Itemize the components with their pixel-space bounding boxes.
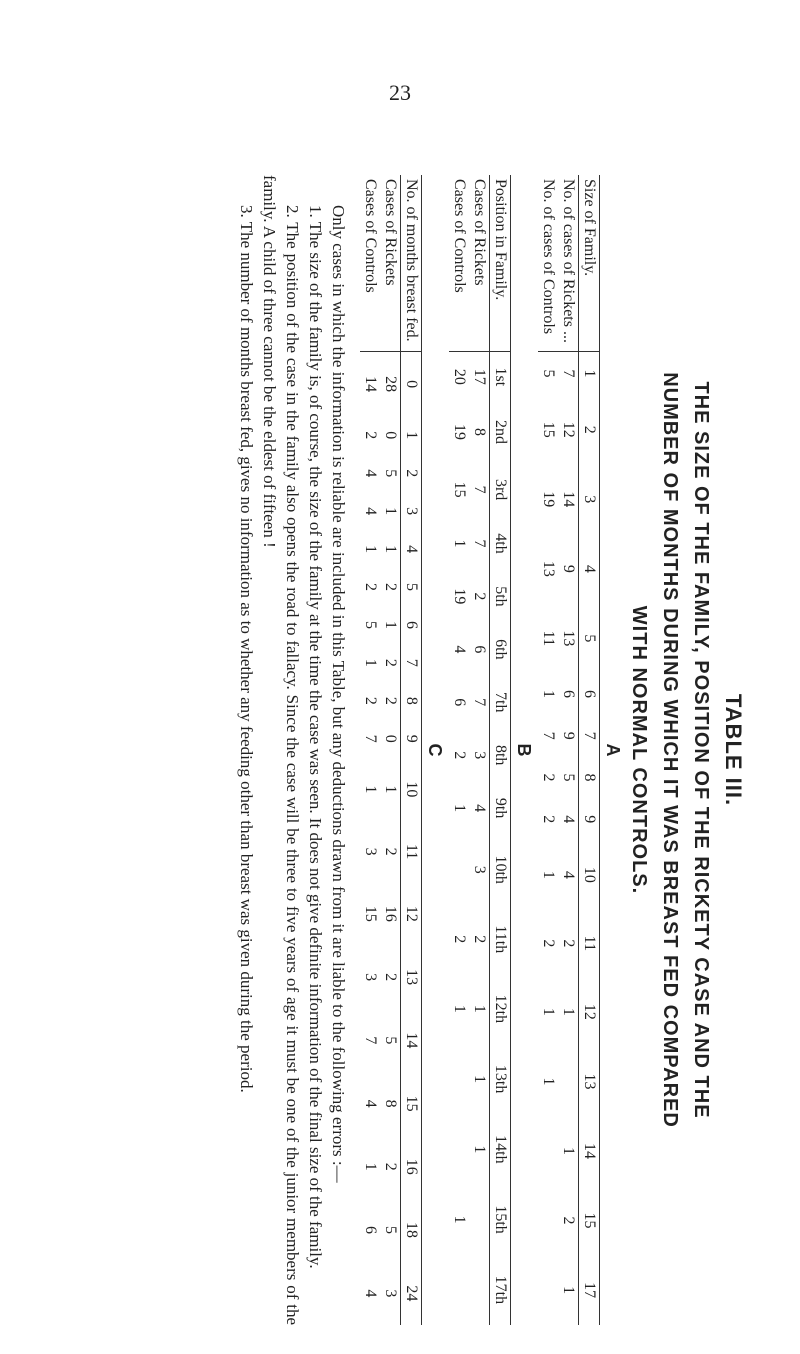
table-cell: 9 xyxy=(560,564,577,573)
column-header: 14th xyxy=(490,1114,511,1184)
table-cell: 14 xyxy=(560,491,577,508)
table-cell xyxy=(449,1114,469,1184)
table-cell: 6 xyxy=(471,645,488,654)
column-header: 2 xyxy=(401,454,422,492)
table-cell: 17 xyxy=(471,368,488,385)
column-header: 2nd xyxy=(490,402,511,463)
row-label: No. of cases of Rickets ... xyxy=(558,175,579,352)
column-header: 7 xyxy=(401,644,422,682)
table-cell: 1 xyxy=(540,1077,557,1086)
table-subtitle-2: NUMBER OF MONTHS DURING WHICH IT WAS BREAST FED COMPARED xyxy=(659,372,681,1128)
column-header: 14 xyxy=(401,1009,422,1072)
column-header: 15 xyxy=(401,1072,422,1135)
table-cell: 2 xyxy=(362,696,379,705)
table-subtitle-1: THE SIZE OF THE FAMILY, POSITION OF THE RICKETY CASE AND THE xyxy=(690,381,712,1119)
table-cell: 2 xyxy=(540,815,557,824)
table-cell: 1 xyxy=(382,620,399,629)
table-cell: 1 xyxy=(451,1004,468,1013)
column-header: 4 xyxy=(579,534,600,604)
column-header: 0 xyxy=(401,352,422,417)
table-cell: 5 xyxy=(540,369,557,378)
column-header: 13 xyxy=(579,1047,600,1117)
table-cell xyxy=(449,1255,469,1325)
table-cell: 4 xyxy=(560,815,577,824)
table-cell: 1 xyxy=(560,1007,577,1016)
table-cell xyxy=(469,1184,490,1254)
table-cell: 2 xyxy=(540,773,557,782)
column-header: 11 xyxy=(401,821,422,882)
column-header: 6 xyxy=(579,673,600,715)
table-cell: 1 xyxy=(362,658,379,667)
rotated-table-page xyxy=(110,175,750,1325)
column-header: 1 xyxy=(401,416,422,454)
column-header: 8 xyxy=(401,682,422,720)
table-cell: 5 xyxy=(362,620,379,629)
row-label: Cases of Controls xyxy=(449,175,469,352)
column-header: 10th xyxy=(490,835,511,905)
table-cell: 16 xyxy=(382,905,399,922)
table-cell: 3 xyxy=(471,751,488,760)
table-title: TABLE III. xyxy=(721,693,746,807)
table-cell: 6 xyxy=(560,690,577,699)
table-cell: 2 xyxy=(382,1162,399,1171)
table-cell: 7 xyxy=(362,734,379,743)
column-header: 12 xyxy=(579,977,600,1047)
table-row xyxy=(360,175,380,1325)
note-3: 3. The number of months breast fed, gives no information as to whether any feeding other than breast was given during the period. xyxy=(237,205,256,1093)
table-row xyxy=(558,175,579,1325)
table-cell: 1 xyxy=(540,1007,557,1016)
column-header: 8 xyxy=(579,757,600,799)
notes-intro: Only cases in which the information is reliable are included in this Table, but any deductions drawn from it are liable to the following errors :— xyxy=(329,205,348,1183)
table-cell: 3 xyxy=(362,973,379,982)
table-cell: 1 xyxy=(362,1162,379,1171)
row-label: Cases of Rickets xyxy=(380,175,401,352)
row-label: Cases of Controls xyxy=(360,175,380,352)
table-cell: 28 xyxy=(382,376,399,393)
table-cell: 2 xyxy=(560,1216,577,1225)
section-b-label: B xyxy=(514,743,534,757)
table-cell: 2 xyxy=(362,583,379,592)
table-cell: 15 xyxy=(362,905,379,922)
table-cell: 1 xyxy=(382,545,399,554)
column-header: 16 xyxy=(401,1135,422,1198)
section-b-table xyxy=(449,175,511,1325)
column-header: 8th xyxy=(490,729,511,782)
column-header: 12th xyxy=(490,974,511,1044)
table-cell: 1 xyxy=(382,507,399,516)
table-cell: 6 xyxy=(451,698,468,707)
column-header: 13th xyxy=(490,1044,511,1114)
table-cell: 4 xyxy=(362,507,379,516)
column-header: 15 xyxy=(579,1186,600,1256)
header-label: Size of Family. xyxy=(579,175,600,352)
table-header-row xyxy=(579,175,600,1325)
table-cell xyxy=(449,835,469,905)
table-cell: 1 xyxy=(540,690,557,699)
column-header: 4th xyxy=(490,517,511,570)
table-cell: 5 xyxy=(382,469,399,478)
table-header-row xyxy=(490,175,511,1325)
table-cell: 7 xyxy=(540,731,557,740)
table-cell: 3 xyxy=(382,1289,399,1298)
table-header-row xyxy=(401,175,422,1325)
section-c-label: C xyxy=(425,743,445,757)
table-cell: 2 xyxy=(382,658,399,667)
column-header: 13 xyxy=(401,946,422,1009)
table-cell: 2 xyxy=(471,592,488,601)
column-header: 10 xyxy=(401,758,422,821)
column-header: 9th xyxy=(490,782,511,835)
column-header: 9 xyxy=(401,720,422,758)
table-cell: 4 xyxy=(362,1289,379,1298)
table-cell: 6 xyxy=(362,1226,379,1235)
table-cell: 1 xyxy=(451,539,468,548)
page-number: 23 xyxy=(389,80,411,105)
table-row xyxy=(380,175,401,1325)
column-header: 4 xyxy=(401,530,422,568)
table-cell: 14 xyxy=(362,376,379,393)
table-cell: 4 xyxy=(471,804,488,813)
note-2: 2. The position of the case in the family also opens the road to fallacy. Since the case will be three to five years of age it must be one of the junior members of the family. A child of three cannot be the eldest of fifteen ! xyxy=(260,175,302,1325)
column-header: 14 xyxy=(579,1116,600,1186)
table-cell: 1 xyxy=(560,1286,577,1295)
column-header: 7th xyxy=(490,676,511,729)
section-c-table xyxy=(360,175,422,1325)
column-header: 5 xyxy=(579,604,600,674)
table-cell: 3 xyxy=(471,865,488,874)
table-cell: 4 xyxy=(451,645,468,654)
table-cell: 2 xyxy=(451,751,468,760)
table-cell xyxy=(538,1186,558,1256)
column-header: 18 xyxy=(401,1198,422,1261)
table-cell: 1 xyxy=(471,1075,488,1084)
table-cell: 2 xyxy=(382,583,399,592)
row-label: Cases of Rickets xyxy=(469,175,490,352)
table-cell: 1 xyxy=(362,545,379,554)
table-cell: 7 xyxy=(471,698,488,707)
table-cell: 1 xyxy=(540,870,557,879)
table-cell: 1 xyxy=(471,1145,488,1154)
table-cell: 7 xyxy=(471,539,488,548)
table-cell: 1 xyxy=(451,1215,468,1224)
column-header: 17 xyxy=(579,1255,600,1325)
table-cell: 0 xyxy=(382,431,399,440)
column-header: 12 xyxy=(401,882,422,945)
table-subtitle-3: WITH NORMAL CONTROLS. xyxy=(628,605,650,895)
table-cell: 7 xyxy=(560,369,577,378)
table-cell: 20 xyxy=(451,368,468,385)
table-cell xyxy=(538,1255,558,1325)
column-header: 9 xyxy=(579,798,600,840)
table-row xyxy=(469,175,490,1325)
table-cell: 2 xyxy=(451,935,468,944)
header-label: Position in Family. xyxy=(490,175,511,352)
table-cell: 5 xyxy=(560,773,577,782)
table-cell: 2 xyxy=(382,696,399,705)
column-header: 5th xyxy=(490,570,511,623)
table-cell: 15 xyxy=(451,481,468,498)
table-row xyxy=(538,175,558,1325)
table-cell: 4 xyxy=(362,469,379,478)
table-cell: 8 xyxy=(382,1099,399,1108)
table-cell: 19 xyxy=(451,423,468,440)
table-cell: 2 xyxy=(362,431,379,440)
table-cell: 8 xyxy=(471,427,488,436)
column-header: 6 xyxy=(401,606,422,644)
table-cell: 12 xyxy=(560,421,577,438)
table-cell: 4 xyxy=(560,870,577,879)
table-cell xyxy=(449,1044,469,1114)
column-header: 10 xyxy=(579,840,600,910)
row-label: No. of cases of Controls xyxy=(538,175,558,352)
table-cell: 19 xyxy=(451,588,468,605)
table-cell: 13 xyxy=(540,560,557,577)
column-header: 11 xyxy=(579,910,600,977)
table-cell: 11 xyxy=(540,630,557,647)
table-cell: 1 xyxy=(362,785,379,794)
notes xyxy=(235,175,350,1325)
table-cell: 2 xyxy=(471,935,488,944)
column-header: 5 xyxy=(401,568,422,606)
table-cell: 9 xyxy=(560,731,577,740)
table-cell: 2 xyxy=(382,847,399,856)
section-a-table xyxy=(538,175,600,1325)
column-header: 24 xyxy=(401,1262,422,1325)
column-header: 2 xyxy=(579,395,600,465)
table-cell: 15 xyxy=(540,421,557,438)
table-cell xyxy=(469,1255,490,1325)
table-cell: 1 xyxy=(560,1146,577,1155)
table-cell: 2 xyxy=(560,939,577,948)
table-cell: 1 xyxy=(471,1004,488,1013)
column-header: 1 xyxy=(579,352,600,395)
table-cell: 0 xyxy=(382,734,399,743)
table-cell xyxy=(558,1047,579,1117)
column-header: 6th xyxy=(490,623,511,676)
column-header: 17th xyxy=(490,1255,511,1325)
table-cell: 4 xyxy=(362,1099,379,1108)
column-header: 3 xyxy=(579,465,600,535)
table-row xyxy=(449,175,469,1325)
column-header: 3 xyxy=(401,492,422,530)
table-cell: 2 xyxy=(382,973,399,982)
column-header: 1st xyxy=(490,352,511,402)
header-label: No. of months breast fed. xyxy=(401,175,422,352)
column-header: 7 xyxy=(579,715,600,757)
table-cell: 3 xyxy=(362,847,379,856)
column-header: 11th xyxy=(490,905,511,974)
table-cell: 1 xyxy=(451,804,468,813)
section-a-label: A xyxy=(603,743,623,757)
note-1: 1. The size of the family is, of course, the size of the family at the time the case was seen. It does not give definite information of the final size of the family. xyxy=(306,205,325,1269)
table-cell: 13 xyxy=(560,630,577,647)
table-cell: 5 xyxy=(382,1226,399,1235)
table-cell: 1 xyxy=(382,785,399,794)
table-cell: 5 xyxy=(382,1036,399,1045)
column-header: 15th xyxy=(490,1184,511,1254)
table-cell: 7 xyxy=(362,1036,379,1045)
table-cell: 7 xyxy=(471,485,488,494)
table-cell: 19 xyxy=(540,491,557,508)
column-header: 3rd xyxy=(490,462,511,517)
table-cell: 2 xyxy=(540,939,557,948)
table-cell xyxy=(538,1116,558,1186)
